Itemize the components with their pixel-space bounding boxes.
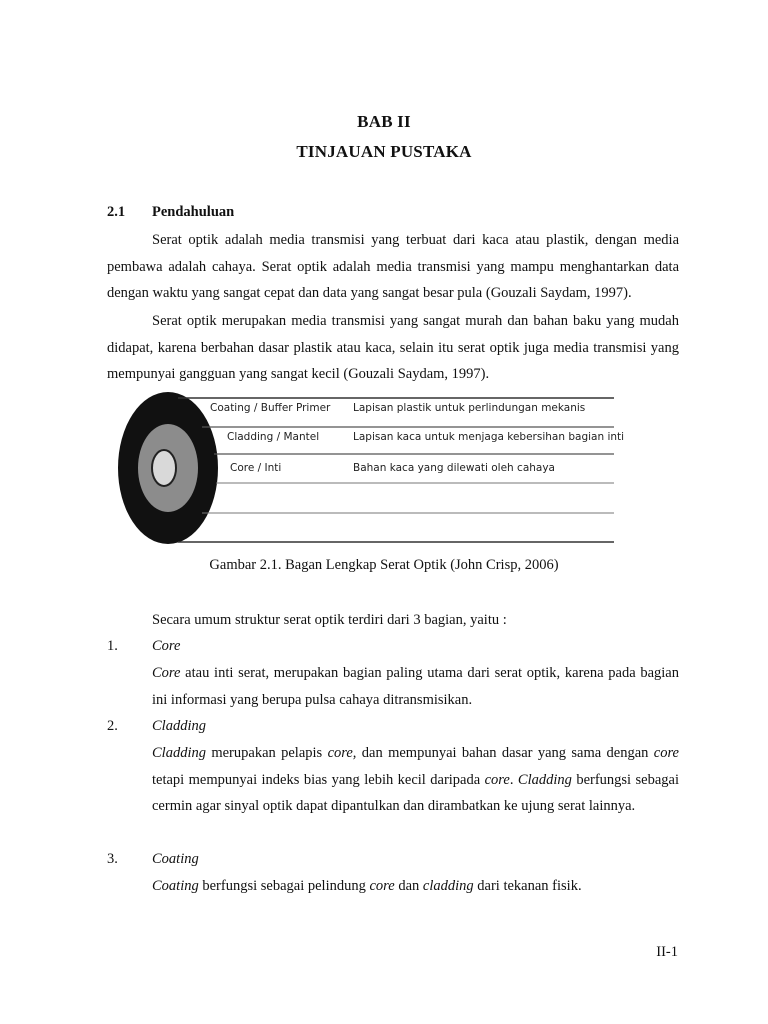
italic-term: core, xyxy=(327,745,357,761)
core-label: Core / Inti xyxy=(230,462,282,474)
italic-term: core xyxy=(484,771,510,788)
paragraph-1: Serat optik adalah media transmisi yang terbuat dari kaca atau plastik, dengan media pembawa adalah cahaya. Serat optik adalah media transmisi yang mampu menghantarkan data dengan waktu yang sangat cepat dan data yang sangat besar pula (Gouzali Saydam, 1997). xyxy=(107,232,679,301)
list-item-body xyxy=(152,740,679,820)
core-layer xyxy=(152,450,176,486)
body-text: dan mempunyai bahan dasar yang sama dengan xyxy=(356,745,654,761)
list-number: 2. xyxy=(107,718,118,734)
section-title: Pendahuluan xyxy=(152,204,235,220)
paragraph-2: Serat optik merupakan media transmisi yang sangat murah dan bahan baku yang mudah didapat, karena berbahan dasar plastik atau kaca, selain itu serat optik juga media transmisi yang mempunyai gangguan yang sangat kecil (Gouzali Saydam, 1997). xyxy=(107,313,679,382)
fiber-optic-diagram xyxy=(118,392,625,544)
list-number: 3. xyxy=(107,851,118,867)
body-text: berfungsi sebagai pelindung xyxy=(198,878,370,894)
italic-term: Coating xyxy=(152,878,199,894)
body-text: dari tekanan fisik. xyxy=(473,878,582,894)
coating-label: Coating / Buffer Primer xyxy=(210,402,331,414)
body-text: atau inti serat, merupakan bagian paling utama dari serat optik, karena pada bagian ini informasi yang berupa pulsa cahaya ditransmisikan. xyxy=(152,665,679,708)
cladding-description: Lapisan kaca untuk menjaga kebersihan bagian inti xyxy=(353,431,625,443)
list-term: Coating xyxy=(152,851,199,867)
cladding-label: Cladding / Mantel xyxy=(227,431,320,443)
list-item-body xyxy=(152,660,679,713)
list-item-body xyxy=(152,873,679,900)
figure-caption: Gambar 2.1. Bagan Lengkap Serat Optik (John Crisp, 2006) xyxy=(209,557,559,573)
italic-term: core xyxy=(369,878,395,894)
chapter-label: BAB II xyxy=(357,112,411,131)
list-intro: Secara umum struktur serat optik terdiri dari 3 bagian, yaitu : xyxy=(152,612,507,628)
italic-term: cladding xyxy=(422,878,474,894)
italic-term: Core xyxy=(152,665,181,681)
section-number: 2.1 xyxy=(107,204,126,220)
body-text: dan xyxy=(394,878,423,894)
core-description: Bahan kaca yang dilewati oleh cahaya xyxy=(353,462,555,474)
body-text: . xyxy=(509,771,518,788)
list-number: 1. xyxy=(107,638,118,654)
coating-description: Lapisan plastik untuk perlindungan mekanis xyxy=(353,402,586,414)
list-term: Core xyxy=(152,638,181,654)
body-text: tetapi mempunyai indeks bias yang lebih kecil daripada xyxy=(152,771,485,788)
body-text: merupakan pelapis xyxy=(205,745,328,761)
italic-term: Cladding xyxy=(152,745,206,761)
page-number: II-1 xyxy=(656,944,678,960)
list-term: Cladding xyxy=(152,718,206,734)
chapter-title: TINJAUAN PUSTAKA xyxy=(296,142,472,161)
italic-term: core xyxy=(653,745,679,761)
body-text: berfungsi sebagai cermin agar sinyal optik dapat dipantulkan dan dirambatkan ke ujung serat lainnya. xyxy=(152,771,679,814)
italic-term: Cladding xyxy=(517,771,572,788)
